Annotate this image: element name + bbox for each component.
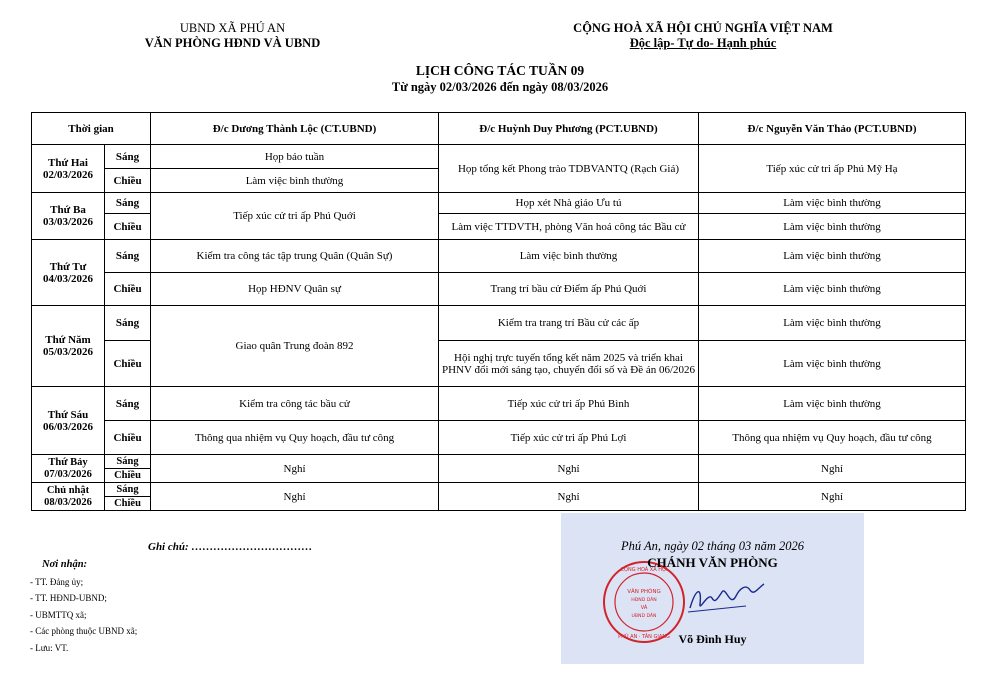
note-line: Ghi chú: …………………………… [148, 541, 313, 553]
schedule-cell: Giao quân Trung đoàn 892 [151, 306, 439, 387]
list-item: - TT. Đảng ủy; [30, 576, 84, 587]
table-row [32, 240, 966, 273]
handwritten-signature-icon [686, 578, 766, 618]
session-morning: Sáng [105, 193, 151, 214]
list-item: - Các phòng thuộc UBND xã; [30, 626, 138, 636]
session-morning: Sáng [105, 387, 151, 421]
schedule-cell: Làm việc bình thường [699, 240, 966, 273]
schedule-cell: Làm việc bình thường [699, 387, 966, 421]
day-date: 08/03/2026 [44, 496, 92, 508]
day-date: 05/03/2026 [42, 346, 94, 358]
day-cell [32, 240, 105, 306]
schedule-cell: Làm việc bình thường [151, 169, 439, 193]
schedule-cell: Nghỉ [439, 455, 699, 483]
day-date: 02/03/2026 [42, 168, 94, 181]
session-afternoon: Chiều [105, 469, 151, 483]
svg-text:PHÚ AN · TÂN GIANG: PHÚ AN · TÂN GIANG [618, 634, 670, 640]
schedule-cell: Trang trí bầu cử Điểm ấp Phú Quới [439, 273, 699, 306]
day-cell [32, 193, 105, 240]
header-time: Thời gian [32, 113, 151, 145]
table-row [32, 387, 966, 421]
session-afternoon: Chiều [105, 214, 151, 240]
day-name: Thứ Sáu [47, 408, 89, 421]
session-morning: Sáng [105, 240, 151, 273]
header-person-3: Đ/c Nguyễn Văn Thảo (PCT.UBND) [699, 113, 966, 145]
schedule-cell: Nghỉ [439, 483, 699, 511]
date-range: Từ ngày 02/03/2026 đến ngày 08/03/2026 [391, 80, 609, 94]
svg-text:VĂN PHÒNG: VĂN PHÒNG [627, 589, 661, 595]
schedule-cell: Làm việc bình thường [699, 193, 966, 214]
schedule-table [31, 112, 966, 511]
session-morning: Sáng [105, 306, 151, 341]
schedule-cell: Nghỉ [699, 483, 966, 511]
session-morning: Sáng [105, 455, 151, 469]
day-date: 06/03/2026 [42, 420, 94, 433]
table-row [32, 306, 966, 341]
day-name: Thứ Hai [48, 156, 88, 169]
day-name: Thứ Bảy [48, 456, 88, 468]
session-morning: Sáng [105, 145, 151, 169]
svg-text:VÀ: VÀ [640, 605, 648, 611]
session-afternoon: Chiều [105, 421, 151, 455]
table-row [32, 483, 966, 497]
day-cell [32, 306, 105, 387]
svg-text:HĐND DÂN: HĐND DÂN [631, 598, 657, 603]
day-name: Thứ Ba [50, 204, 86, 216]
session-morning: Sáng [105, 483, 151, 497]
table-row [32, 455, 966, 469]
schedule-cell: Làm việc bình thường [439, 240, 699, 273]
table-row [32, 193, 966, 214]
day-date: 07/03/2026 [44, 468, 92, 480]
signer-name: Võ Đình Huy [678, 632, 747, 646]
list-item: - Lưu: VT. [30, 642, 69, 653]
session-afternoon: Chiều [105, 341, 151, 387]
list-item: - UBMTTQ xã; [30, 609, 87, 620]
schedule-cell: Nghỉ [699, 455, 966, 483]
recipients-block [30, 557, 137, 656]
day-cell [32, 145, 105, 193]
schedule-cell: Thông qua nhiệm vụ Quy hoạch, đầu tư công [151, 421, 439, 455]
session-afternoon: Chiều [105, 273, 151, 306]
schedule-cell: Kiểm tra công tác bầu cử [151, 387, 439, 421]
schedule-cell: Kiểm tra công tác tập trung Quân (Quân Sự) [151, 240, 439, 273]
session-afternoon: Chiều [105, 497, 151, 511]
nation-header [538, 21, 868, 51]
schedule-cell: Làm việc TTDVTH, phòng Văn hoá công tác Bầu cử [439, 214, 699, 240]
schedule-cell: Họp báo tuần [151, 145, 439, 169]
table-row [32, 421, 966, 455]
table-row [32, 273, 966, 306]
schedule-cell: Họp HĐNV Quân sự [151, 273, 439, 306]
day-date: 03/03/2026 [42, 216, 94, 228]
recipients-title: Nơi nhận: [42, 559, 88, 570]
nation-line-1: CỘNG HOÀ XÃ HỘI CHỦ NGHĨA VIỆT NAM [573, 21, 833, 35]
day-date: 04/03/2026 [42, 272, 94, 285]
list-item: - TT. HĐND-UBND; [30, 593, 107, 603]
signature-date: Phú An, ngày 02 tháng 03 năm 2026 [620, 539, 805, 553]
schedule-cell: Nghỉ [151, 455, 439, 483]
day-name: Thứ Năm [45, 334, 91, 346]
day-name: Chủ nhật [46, 484, 90, 496]
schedule-cell: Tiếp xúc cử tri ấp Phú Lợi [439, 421, 699, 455]
day-cell [32, 455, 105, 483]
org-line-1: UBND XÃ PHÚ AN [179, 21, 286, 35]
day-cell [32, 387, 105, 455]
schedule-cell: Làm việc bình thường [699, 273, 966, 306]
schedule-cell: Tiếp xúc cử tri ấp Phú Quới [151, 193, 439, 240]
header-person-1: Đ/c Dương Thành Lộc (CT.UBND) [151, 113, 439, 145]
schedule-cell: Kiểm tra trang trí Bầu cử các ấp [439, 306, 699, 341]
schedule-cell: Hội nghị trực tuyến tổng kết năm 2025 và triển khai PHNV đổi mới sáng tạo, chuyển đổi số và Đề án 06/2026 [439, 341, 699, 387]
schedule-cell: Họp tổng kết Phong trào TDBVANTQ (Rạch Giá) [439, 145, 699, 193]
schedule-cell: Làm việc bình thường [699, 306, 966, 341]
signer-role: CHÁNH VĂN PHÒNG [647, 555, 778, 570]
day-name: Thứ Tư [49, 260, 87, 273]
schedule-cell: Tiếp xúc cử tri ấp Phú Bình [439, 387, 699, 421]
header-person-2: Đ/c Huỳnh Duy Phương (PCT.UBND) [439, 113, 699, 145]
schedule-cell: Làm việc bình thường [699, 341, 966, 387]
session-afternoon: Chiều [105, 169, 151, 193]
document-title: LỊCH CÔNG TÁC TUẦN 09 [415, 63, 585, 78]
org-line-2: VĂN PHÒNG HĐND VÀ UBND [144, 36, 321, 50]
svg-text:CỘNG HOÀ XÃ HỘI: CỘNG HOÀ XÃ HỘI [620, 567, 668, 573]
table-header-row [32, 113, 966, 145]
schedule-cell: Làm việc bình thường [699, 214, 966, 240]
schedule-cell: Thông qua nhiệm vụ Quy hoạch, đầu tư công [699, 421, 966, 455]
org-header [115, 21, 350, 51]
schedule-cell: Họp xét Nhà giáo Ưu tú [439, 193, 699, 214]
schedule-cell: Tiếp xúc cử tri ấp Phú Mỹ Hạ [699, 145, 966, 193]
nation-motto: Độc lập- Tự do- Hạnh phúc [629, 36, 777, 50]
schedule-cell: Nghỉ [151, 483, 439, 511]
svg-text:UBND DÂN: UBND DÂN [631, 614, 657, 619]
day-cell [32, 483, 105, 511]
table-row [32, 145, 966, 169]
